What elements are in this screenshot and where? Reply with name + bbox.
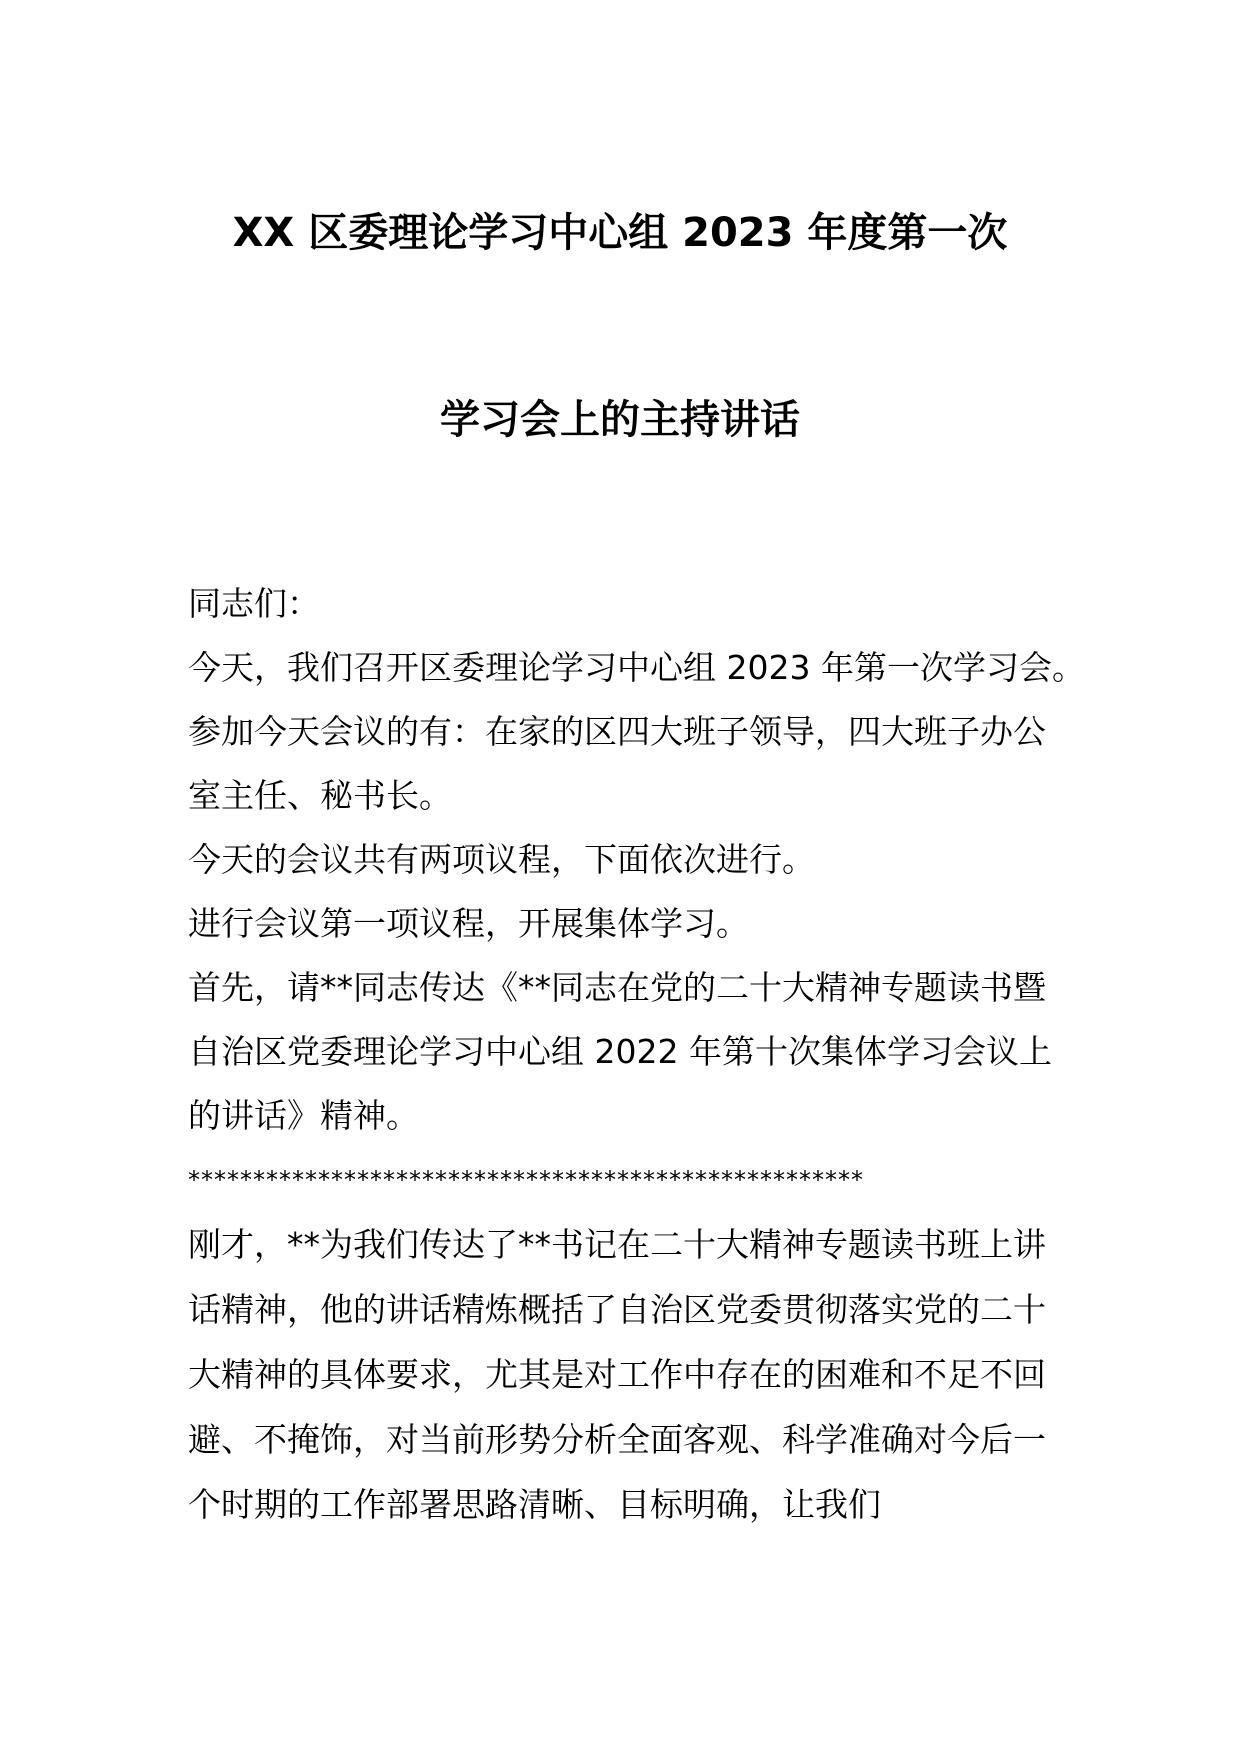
paragraph: 今天，我们召开区委理论学习中心组 2023 年第一次学习会。 <box>188 648 1085 687</box>
separator: **************************************************** <box>188 1166 864 1194</box>
paragraph: 参加今天会议的有：在家的区四大班子领导，四大班子办公室主任、秘书长。 <box>188 712 1046 815</box>
paragraph: 进行会议第一项议程，开展集体学习。 <box>188 904 749 943</box>
document-body <box>188 572 1085 1537</box>
document-title-line-1: XX 区委理论学习中心组 2023 年度第一次 <box>232 210 1008 256</box>
document-title-line-2: 学习会上的主持讲话 <box>440 397 800 443</box>
paragraph: 今天的会议共有两项议程，下面依次进行。 <box>188 840 815 879</box>
closing-paragraph: 刚才，**为我们传达了**书记在二十大精神专题读书班上讲话精神，他的讲话精炼概括了自治区党委贯彻落实党的二十大精神的具体要求，尤其是对工作中存在的困难和不足不回避、不掩饰，对当前形势分析全面客观、科学准确对今后一个时期的工作部署思路清晰、目标明确，让我们 <box>188 1225 1046 1524</box>
greeting: 同志们： <box>188 584 320 623</box>
paragraph: 首先，请**同志传达《**同志在党的二十大精神专题读书暨自治区党委理论学习中心组 2022 年第十次集体学习会议上的讲话》精神。 <box>188 968 1052 1135</box>
